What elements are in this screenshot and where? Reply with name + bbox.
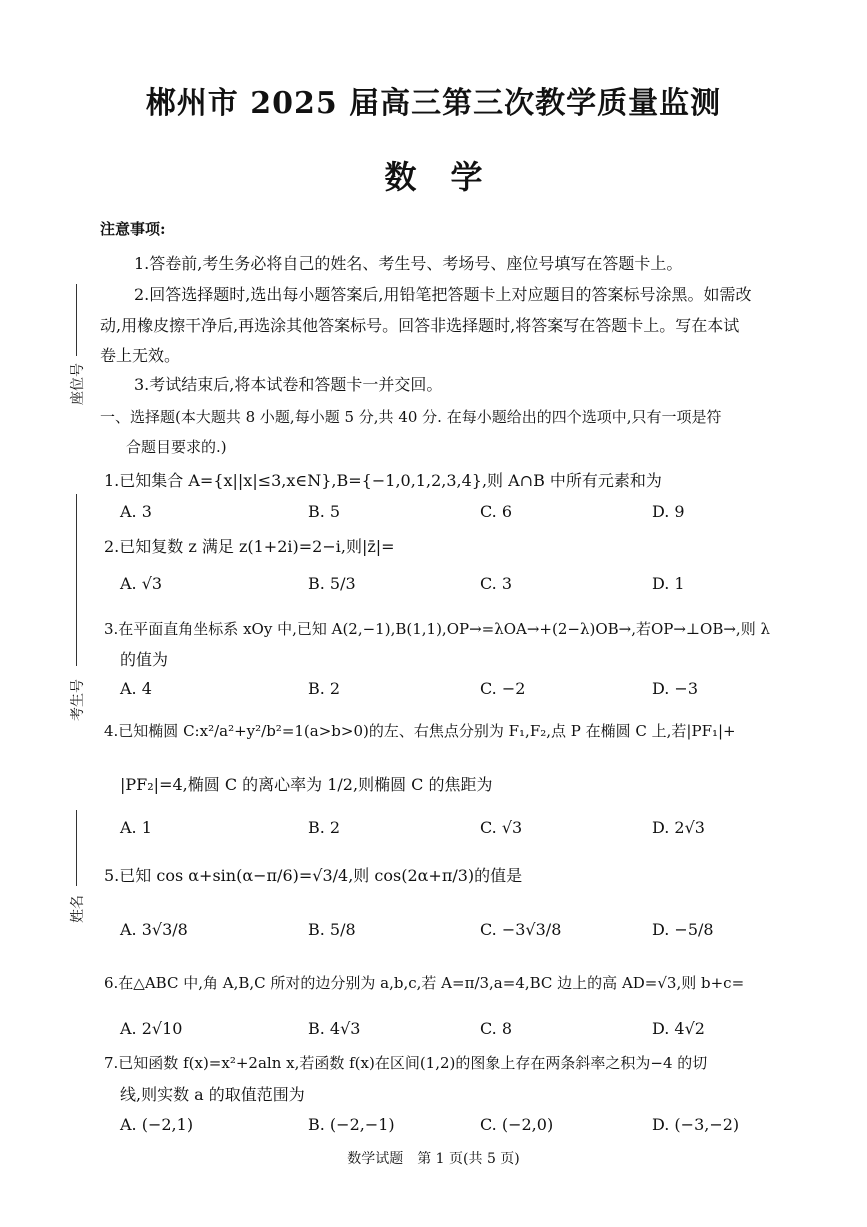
q1-option-b: B. 5 bbox=[308, 502, 341, 521]
q4-option-a: A. 1 bbox=[120, 818, 152, 837]
q7-option-b: B. (−2,−1) bbox=[308, 1115, 395, 1134]
q2-option-c: C. 3 bbox=[480, 574, 513, 593]
q6-option-b: B. 4√3 bbox=[308, 1019, 361, 1038]
section-heading-cont: 合题目要求的.) bbox=[126, 438, 227, 456]
q6-option-d: D. 4√2 bbox=[652, 1019, 705, 1038]
exam-no-line bbox=[76, 494, 77, 666]
notice-line-3: 动,用橡皮擦干净后,再选涂其他答案标号。回答非选择题时,将答案写在答题卡上。写在本试 bbox=[100, 316, 740, 335]
notice-line-2: 2.回答选择题时,选出每小题答案后,用铅笔把答题卡上对应题目的答案标号涂黑。如需改 bbox=[134, 285, 752, 304]
question-1-stem: 1.已知集合 A={x||x|≤3,x∈N},B={−1,0,1,2,3,4},则 A∩B 中所有元素和为 bbox=[104, 471, 662, 490]
question-4-stem-cont: |PF₂|=4,椭圆 C 的离心率为 1/2,则椭圆 C 的焦距为 bbox=[120, 775, 493, 794]
notice-line-5: 3.考试结束后,将本试卷和答题卡一并交回。 bbox=[134, 375, 443, 394]
question-3-stem-cont: 的值为 bbox=[120, 650, 169, 669]
q5-option-c: C. −3√3/8 bbox=[480, 920, 562, 939]
exam-title: 郴州市 2025 届高三第三次教学质量监测 bbox=[145, 86, 722, 121]
question-6-stem: 6.在△ABC 中,角 A,B,C 所对的边分别为 a,b,c,若 A=π/3,a=4,BC 边上的高 AD=√3,则 b+c= bbox=[104, 974, 745, 992]
question-5-stem: 5.已知 cos α+sin(α−π/6)=√3/4,则 cos(2α+π/3)的值是 bbox=[104, 866, 523, 885]
question-3-stem: 3.在平面直角坐标系 xOy 中,已知 A(2,−1),B(1,1),OP→=λOA→+(2−λ)OB→,若OP→⊥OB→,则 λ bbox=[104, 620, 770, 638]
notice-heading: 注意事项: bbox=[100, 220, 166, 238]
q4-option-c: C. √3 bbox=[480, 818, 523, 837]
subject-title: 数学 bbox=[384, 158, 517, 196]
q3-option-d: D. −3 bbox=[652, 679, 699, 698]
q5-option-b: B. 5/8 bbox=[308, 920, 356, 939]
name-line bbox=[76, 810, 77, 886]
q1-option-c: C. 6 bbox=[480, 502, 513, 521]
exam-no-label: 考生号 bbox=[70, 679, 86, 721]
q6-option-a: A. 2√10 bbox=[120, 1019, 183, 1038]
seat-line bbox=[76, 284, 77, 356]
q6-option-c: C. 8 bbox=[480, 1019, 513, 1038]
question-7-stem: 7.已知函数 f(x)=x²+2aln x,若函数 f(x)在区间(1,2)的图象上存在两条斜率之积为−4 的切 bbox=[104, 1054, 708, 1072]
q2-option-d: D. 1 bbox=[652, 574, 685, 593]
page-footer: 数学试题 第 1 页(共 5 页) bbox=[347, 1151, 520, 1167]
q7-option-d: D. (−3,−2) bbox=[652, 1115, 740, 1134]
q3-option-c: C. −2 bbox=[480, 679, 526, 698]
question-4-stem: 4.已知椭圆 C:x²/a²+y²/b²=1(a>b>0)的左、右焦点分别为 F₁,F₂,点 P 在椭圆 C 上,若|PF₁|+ bbox=[104, 722, 736, 740]
q5-option-d: D. −5/8 bbox=[652, 920, 714, 939]
question-7-stem-cont: 线,则实数 a 的取值范围为 bbox=[120, 1085, 305, 1104]
q3-option-a: A. 4 bbox=[120, 679, 152, 698]
q1-option-d: D. 9 bbox=[652, 502, 685, 521]
section-heading: 一、选择题(本大题共 8 小题,每小题 5 分,共 40 分. 在每小题给出的四个选项中,只有一项是符 bbox=[100, 408, 722, 426]
q3-option-b: B. 2 bbox=[308, 679, 341, 698]
q7-option-c: C. (−2,0) bbox=[480, 1115, 554, 1134]
q1-option-a: A. 3 bbox=[120, 502, 152, 521]
q5-option-a: A. 3√3/8 bbox=[120, 920, 188, 939]
seat-label: 座位号 bbox=[70, 363, 86, 405]
q4-option-d: D. 2√3 bbox=[652, 818, 705, 837]
notice-line-4: 卷上无效。 bbox=[100, 346, 181, 365]
question-2-stem: 2.已知复数 z 满足 z(1+2i)=2−i,则|z̄|= bbox=[104, 537, 395, 556]
q4-option-b: B. 2 bbox=[308, 818, 341, 837]
q7-option-a: A. (−2,1) bbox=[120, 1115, 194, 1134]
notice-line-1: 1.答卷前,考生务必将自己的姓名、考生号、考场号、座位号填写在答题卡上。 bbox=[134, 254, 683, 273]
name-label: 姓名 bbox=[70, 895, 86, 923]
q2-option-b: B. 5/3 bbox=[308, 574, 356, 593]
q2-option-a: A. √3 bbox=[120, 574, 163, 593]
